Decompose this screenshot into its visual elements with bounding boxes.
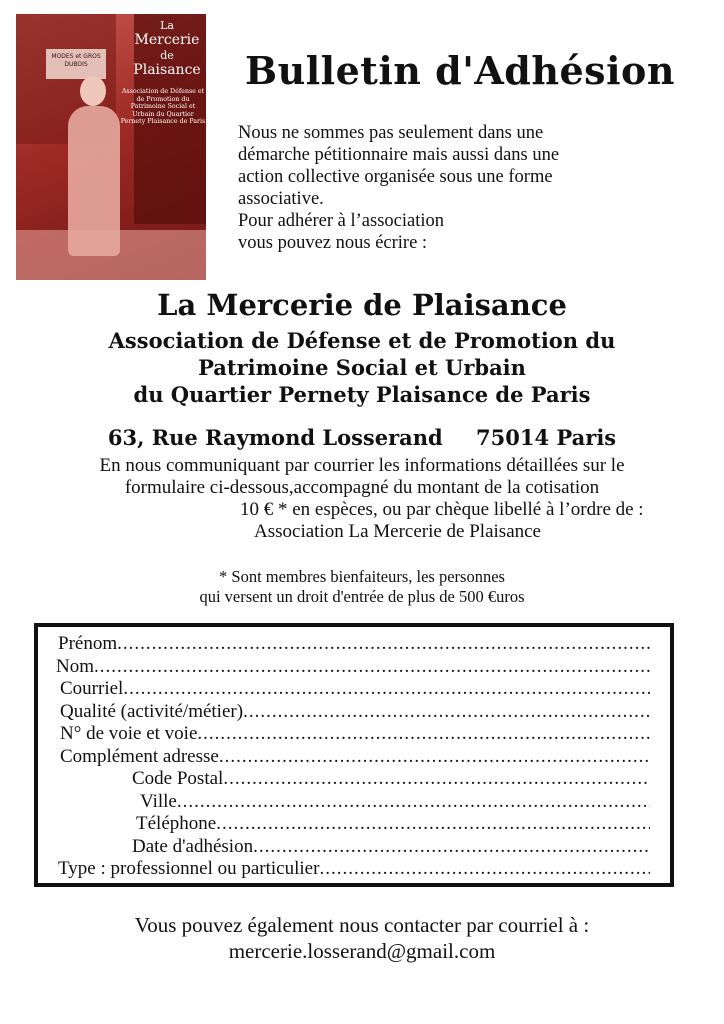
instruction-line: formulaire ci-dessous,accompagné du montant de la cotisation <box>124 477 600 498</box>
description-line: Association de Défense et de Promotion du <box>108 328 616 353</box>
form-field-blank[interactable] <box>177 791 650 814</box>
form-field-blank[interactable] <box>223 768 650 791</box>
form-field-blank[interactable] <box>319 858 650 881</box>
poster-title: La Mercerie de Plaisance <box>133 19 201 78</box>
form-field-blank[interactable] <box>243 701 650 724</box>
intro-line: Nous ne sommes pas seulement dans une <box>238 123 544 143</box>
intro-line: Pour adhérer à l’association <box>238 211 444 231</box>
form-field[interactable] <box>38 656 670 679</box>
poster-image <box>16 14 206 280</box>
page-title: Bulletin d'Adhésion <box>244 48 675 93</box>
form-field[interactable] <box>38 746 670 769</box>
description-line: Patrimoine Social et Urbain <box>198 355 526 380</box>
form-field-label: Courriel <box>60 678 124 699</box>
postal-city: 75014 Paris <box>476 425 617 450</box>
form-field-blank[interactable] <box>123 678 650 701</box>
instruction-line: En nous communiquant par courrier les informations détaillées sur le <box>99 455 625 476</box>
form-field[interactable] <box>38 678 670 701</box>
form-field-label: Téléphone <box>136 813 217 834</box>
postal-address <box>0 425 724 450</box>
form-field-blank[interactable] <box>94 656 650 679</box>
instruction-line: Association La Mercerie de Plaisance <box>254 521 541 542</box>
poster-subtitle: Association de Défense et de Promotion du Patrimoine Social et Urbain du Quartier Pernety Plaisance de Paris <box>120 88 206 126</box>
form-field-label: Qualité (activité/métier) <box>60 700 244 722</box>
form-field-blank[interactable] <box>197 723 650 746</box>
intro-line: action collective organisée sous une forme <box>238 167 553 187</box>
form-field-blank[interactable] <box>216 813 650 836</box>
form-field-label: Complément adresse <box>60 745 219 767</box>
note-line: * Sont membres bienfaiteurs, les personnes <box>219 567 505 586</box>
description-line: du Quartier Pernety Plaisance de Paris <box>133 382 591 407</box>
contact-section <box>0 912 724 964</box>
intro-line: démarche pétitionnaire mais aussi dans une <box>238 145 560 165</box>
intro-line: vous pouvez nous écrire : <box>238 233 428 253</box>
note-line: qui versent un droit d'entrée de plus de 500 €uros <box>199 587 525 606</box>
form-field-label: Prénom <box>58 633 118 654</box>
instruction-line: 10 € * en espèces, ou par chèque libellé à l’ordre de : <box>240 499 644 520</box>
form-field-label: Type : professionnel ou particulier <box>58 858 320 879</box>
form-field[interactable] <box>38 723 670 746</box>
shop-sign: MODES et GROS DUBOIS <box>46 49 106 79</box>
form-field-label: Nom <box>56 655 94 677</box>
form-field-label: Code Postal <box>132 768 224 789</box>
street-address: 63, Rue Raymond Losserand <box>107 425 443 450</box>
membership-form <box>34 623 674 887</box>
intro-line: associative. <box>238 189 324 209</box>
form-field-label: Ville <box>140 790 177 812</box>
association-name: La Mercerie de Plaisance <box>157 288 567 322</box>
contact-email[interactable]: mercerie.losserand@gmail.com <box>228 939 496 963</box>
form-field-blank[interactable] <box>219 746 650 769</box>
form-field[interactable] <box>38 768 670 791</box>
form-field[interactable] <box>38 791 670 814</box>
woman-figure-head <box>80 76 106 106</box>
form-field[interactable] <box>38 858 670 881</box>
form-field[interactable] <box>38 633 670 656</box>
association-description <box>0 327 724 408</box>
form-field-label: N° de voie et voie <box>60 723 198 744</box>
form-field[interactable] <box>38 836 670 859</box>
benefactor-note <box>0 567 724 607</box>
woman-figure-body <box>68 106 120 256</box>
form-field[interactable] <box>38 813 670 836</box>
form-field-blank[interactable] <box>253 836 650 859</box>
form-field-label: Date d'adhésion <box>132 835 254 857</box>
membership-instructions <box>0 455 724 543</box>
form-field[interactable] <box>38 701 670 724</box>
intro-text <box>238 122 678 254</box>
contact-line: Vous pouvez également nous contacter par courriel à : <box>134 913 590 937</box>
form-field-blank[interactable] <box>117 633 650 656</box>
